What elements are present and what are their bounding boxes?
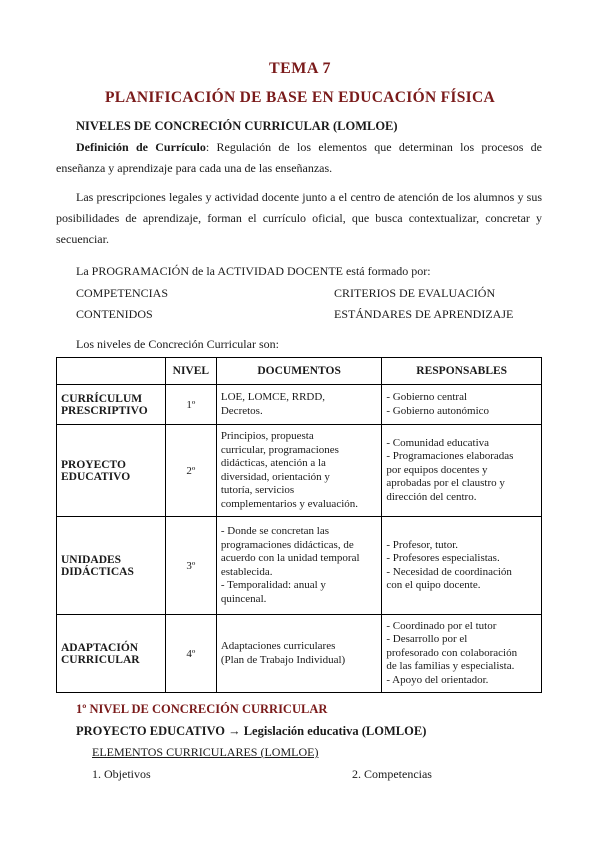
table-intro: Los niveles de Concreción Curricular son: bbox=[76, 337, 279, 351]
definition-term: Definición de Currículo bbox=[76, 140, 206, 154]
item-competencias: 2. Competencias bbox=[352, 767, 432, 781]
proyecto-educativo-label: PROYECTO EDUCATIVO bbox=[76, 724, 225, 738]
table-row bbox=[57, 385, 542, 425]
level-name: PROYECTO EDUCATIVO bbox=[57, 425, 166, 517]
header-responsables: RESPONSABLES bbox=[382, 358, 542, 385]
section-heading-niveles: NIVELES DE CONCRECIÓN CURRICULAR (LOMLOE) bbox=[76, 119, 398, 133]
component-estandares: ESTÁNDARES DE APRENDIZAJE bbox=[334, 307, 514, 321]
level-documents: Adaptaciones curriculares (Plan de Trabajo Individual) bbox=[216, 615, 382, 693]
header-nivel: NIVEL bbox=[165, 358, 216, 385]
level-responsables: - Comunidad educativa - Programaciones elaboradas por equipos docentes y aprobadas por el claustro y dirección del centro. bbox=[382, 425, 542, 517]
level-documents: Principios, propuesta curricular, programaciones didácticas, atención a la diversidad, orientación y tutoría, servicios complementarios y evaluación. bbox=[216, 425, 382, 517]
definition-text: : Regulación de los elementos que determinan los procesos de enseñanza y aprendizaje para cada una de las enseñanzas. bbox=[56, 140, 542, 175]
component-competencias: COMPETENCIAS bbox=[76, 286, 169, 300]
level-number: 2º bbox=[165, 425, 216, 517]
table-row bbox=[57, 517, 542, 615]
programacion-intro: La PROGRAMACIÓN de la ACTIVIDAD DOCENTE está formado por: bbox=[76, 264, 431, 278]
elementos-curriculares-heading: ELEMENTOS CURRICULARES (LOMLOE) bbox=[92, 745, 319, 759]
level-responsables: - Profesor, tutor. - Profesores especialistas. - Necesidad de coordinación con el quipo docente. bbox=[382, 517, 542, 615]
section-heading-primer-nivel: 1º NIVEL DE CONCRECIÓN CURRICULAR bbox=[76, 702, 328, 716]
header-empty bbox=[57, 358, 166, 385]
component-criterios: CRITERIOS DE EVALUACIÓN bbox=[334, 286, 496, 300]
topic-number: TEMA 7 bbox=[268, 60, 332, 77]
level-number: 1º bbox=[165, 385, 216, 425]
level-documents: - Donde se concretan las programaciones didácticas, de acuerdo con la unidad temporal establecida. - Temporalidad: anual y quincenal. bbox=[216, 517, 382, 615]
level-number: 4º bbox=[165, 615, 216, 693]
concrecion-table bbox=[56, 357, 542, 693]
level-responsables: - Gobierno central - Gobierno autonómico bbox=[382, 385, 542, 425]
arrow-icon: → bbox=[228, 724, 241, 738]
table-row bbox=[57, 615, 542, 693]
table-row bbox=[57, 425, 542, 517]
table-header-row bbox=[57, 358, 542, 385]
level-name: CURRÍCULUM PRESCRIPTIVO bbox=[57, 385, 166, 425]
item-objetivos: 1. Objetivos bbox=[92, 767, 151, 781]
page-title: PLANIFICACIÓN DE BASE EN EDUCACIÓN FÍSICA bbox=[105, 89, 495, 106]
level-number: 3º bbox=[165, 517, 216, 615]
level-name: ADAPTACIÓN CURRICULAR bbox=[57, 615, 166, 693]
header-documentos: DOCUMENTOS bbox=[216, 358, 382, 385]
component-contenidos: CONTENIDOS bbox=[76, 307, 153, 321]
proyecto-educativo-line bbox=[76, 724, 426, 739]
legislacion-label: Legislación educativa (LOMLOE) bbox=[243, 724, 427, 738]
definition-paragraph bbox=[56, 137, 542, 179]
level-name: UNIDADES DIDÁCTICAS bbox=[57, 517, 166, 615]
level-responsables: - Coordinado por el tutor - Desarrollo por el profesorado con colaboración de las familias y especialista. - Apoyo del orientador. bbox=[382, 615, 542, 693]
curriculum-paragraph: Las prescripciones legales y actividad docente junto a el centro de atención de los alumnos y sus posibilidades de aprendizaje, forman el currículo oficial, que busca contextualizar, concretar y secuenciar. bbox=[56, 190, 542, 246]
level-documents: LOE, LOMCE, RRDD, Decretos. bbox=[216, 385, 382, 425]
